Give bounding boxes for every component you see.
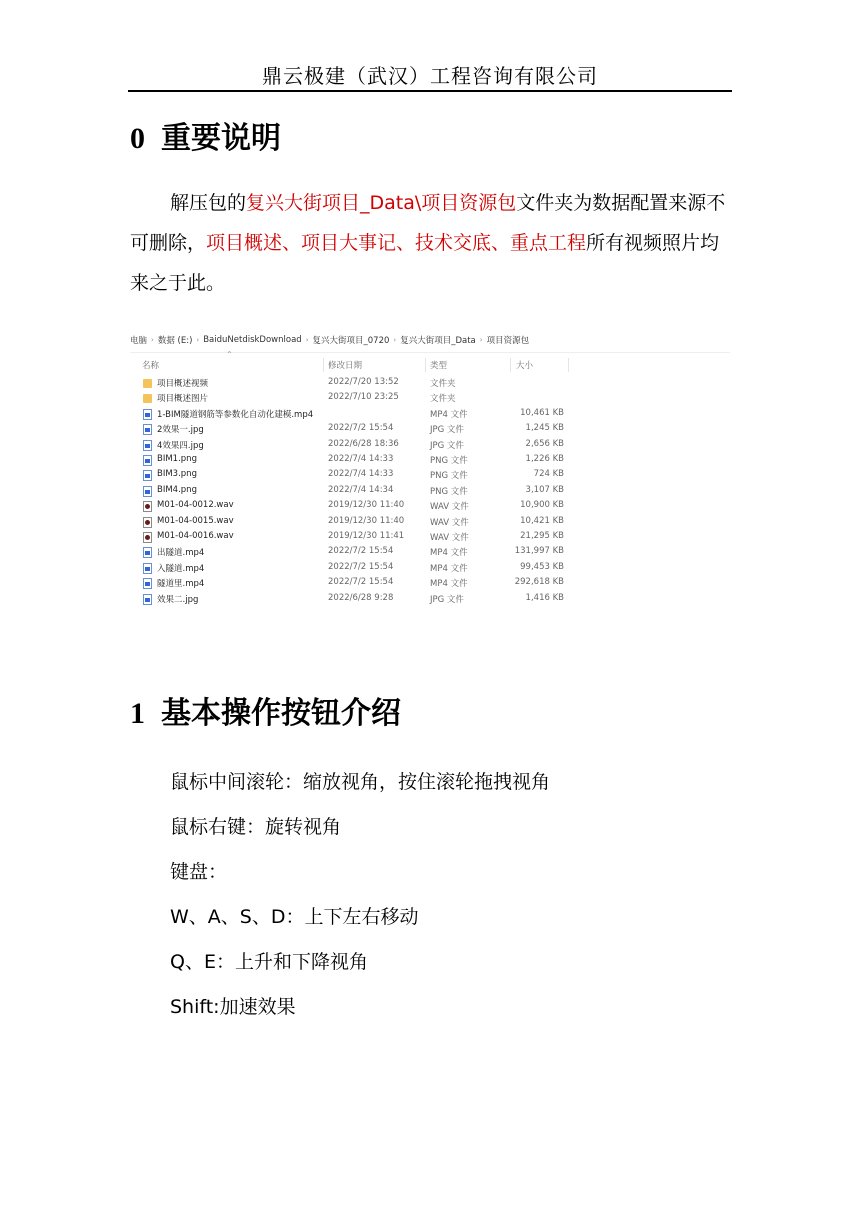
file-size: 131,997 KB	[514, 546, 564, 557]
file-explorer-screenshot	[130, 328, 730, 618]
section-1-lines	[170, 760, 774, 1030]
file-icon	[143, 440, 152, 451]
file-name: 项目概述图片	[157, 394, 209, 405]
file-row[interactable]	[130, 576, 730, 591]
file-row[interactable]	[130, 376, 730, 391]
file-icon	[143, 486, 152, 497]
file-date: 2022/6/28 18:36	[328, 438, 399, 449]
breadcrumb-item[interactable]: 电脑	[130, 336, 148, 346]
instruction-line: 键盘：	[170, 861, 228, 883]
file-icon	[143, 578, 152, 589]
instruction-line: Q、E：上升和下降视角	[170, 951, 368, 973]
file-size: 10,421 KB	[520, 515, 564, 526]
file-type: JPG 文件	[430, 425, 464, 436]
file-type: WAV 文件	[430, 517, 469, 528]
column-header	[130, 350, 570, 376]
file-size: 99,453 KB	[520, 561, 564, 572]
file-name: BIM1.png	[157, 454, 197, 464]
breadcrumb	[130, 328, 730, 353]
file-row[interactable]	[130, 561, 730, 576]
file-row[interactable]	[130, 515, 730, 530]
file-size: 724 KB	[533, 469, 564, 480]
file-name: M01-04-0012.wav	[157, 500, 234, 511]
file-name: 2效果一.jpg	[157, 425, 204, 436]
breadcrumb-item[interactable]: 复兴大街项目_Data	[400, 336, 476, 346]
instruction-line: 鼠标中间滚轮：缩放视角，按住滚轮拖拽视角	[170, 771, 551, 793]
instruction-line: W、A、S、D：上下左右移动	[170, 906, 419, 928]
file-row[interactable]	[130, 530, 730, 545]
breadcrumb-item[interactable]: BaiduNetdiskDownload	[203, 335, 302, 345]
file-icon	[143, 594, 152, 605]
file-date: 2022/7/2 15:54	[328, 423, 394, 434]
file-date: 2022/6/28 9:28	[328, 592, 394, 603]
file-type: WAV 文件	[430, 502, 469, 513]
file-icon	[143, 470, 152, 481]
file-date: 2022/7/20 13:52	[328, 377, 399, 387]
file-name: 入隧道.mp4	[157, 563, 205, 574]
file-icon	[143, 424, 152, 435]
audio-file-icon	[143, 532, 152, 543]
file-icon	[143, 547, 152, 558]
audio-file-icon	[143, 501, 152, 512]
folder-icon	[143, 379, 152, 388]
file-size: 292,618 KB	[514, 577, 564, 588]
file-icon	[143, 563, 152, 574]
breadcrumb-separator-icon: ›	[305, 336, 309, 344]
file-icon	[143, 409, 152, 420]
file-name: 4效果四.jpg	[157, 440, 204, 451]
breadcrumb-separator-icon: ›	[196, 336, 200, 344]
breadcrumb-separator-icon: ›	[393, 336, 397, 344]
file-type: MP4 文件	[430, 548, 468, 559]
para-red-2: 项目概述、项目大事记、技术交底、重点工程	[206, 232, 587, 254]
file-size: 1,245 KB	[525, 423, 564, 434]
para-text-1: 解压包的	[170, 192, 247, 214]
file-date: 2022/7/2 15:54	[328, 546, 394, 557]
file-date: 2022/7/10 23:25	[328, 392, 399, 403]
section-1-title: 基本操作按钮介绍	[161, 696, 401, 731]
breadcrumb-separator-icon: ›	[479, 336, 483, 344]
file-row[interactable]	[130, 499, 730, 514]
file-type: 文件夹	[430, 379, 456, 389]
file-icon	[143, 455, 152, 466]
file-size: 10,900 KB	[520, 500, 564, 511]
breadcrumb-item[interactable]: 项目资源包	[486, 336, 530, 346]
file-size: 3,107 KB	[525, 484, 564, 495]
file-type: MP4 文件	[430, 409, 468, 420]
page-header: 鼎云极建（武汉）工程咨询有限公司	[262, 64, 598, 88]
file-row[interactable]	[130, 484, 730, 499]
breadcrumb-separator-icon: ›	[151, 336, 154, 344]
file-row[interactable]	[130, 422, 730, 437]
file-name: 1-BIM隧道钢筋等参数化自动化建模.mp4	[157, 409, 314, 420]
file-row[interactable]	[130, 592, 730, 607]
file-date: 2022/7/4 14:33	[328, 454, 394, 464]
header-rule	[128, 90, 732, 92]
file-row[interactable]	[130, 438, 730, 453]
file-type: MP4 文件	[430, 579, 468, 590]
file-date: 2019/12/30 11:40	[328, 500, 405, 511]
instruction-line: 鼠标右键：旋转视角	[170, 816, 342, 838]
column-type[interactable]: 类型	[430, 361, 448, 371]
breadcrumb-item[interactable]: 数据 (E:)	[157, 336, 193, 346]
section-1-number: 1	[130, 697, 145, 730]
folder-icon	[143, 394, 152, 403]
file-size: 1,416 KB	[525, 592, 564, 603]
section-0-heading	[130, 113, 281, 157]
file-name: 项目概述视频	[157, 379, 209, 389]
column-date[interactable]: 修改日期	[328, 361, 363, 371]
file-row[interactable]	[130, 407, 730, 422]
file-name: 隧道里.mp4	[157, 579, 205, 590]
file-type: MP4 文件	[430, 563, 468, 574]
file-type: PNG 文件	[430, 456, 468, 466]
section-0-title: 重要说明	[161, 121, 281, 156]
file-name: BIM4.png	[157, 484, 197, 495]
audio-file-icon	[143, 517, 152, 528]
section-0-number: 0	[130, 122, 145, 155]
instruction-line: Shift:加速效果	[170, 996, 296, 1018]
file-size: 2,656 KB	[525, 438, 564, 449]
file-type: WAV 文件	[430, 533, 469, 543]
file-type: JPG 文件	[430, 440, 464, 451]
file-type: 文件夹	[430, 394, 456, 405]
file-name: M01-04-0016.wav	[157, 531, 234, 541]
file-type: JPG 文件	[430, 594, 464, 605]
column-name[interactable]: 名称	[142, 361, 160, 371]
file-row[interactable]	[130, 468, 730, 483]
file-date: 2022/7/2 15:54	[328, 577, 394, 588]
breadcrumb-item[interactable]: 复兴大街项目_0720	[312, 336, 390, 346]
section-0-paragraph	[130, 183, 734, 303]
file-date: 2019/12/30 11:40	[328, 515, 405, 526]
file-row[interactable]	[130, 453, 730, 468]
para-red-1: 复兴大街项目_Data\项目资源包	[246, 192, 517, 214]
para-text-3: 所有视频照片均来之于此。	[130, 232, 720, 294]
file-date: 2022/7/4 14:34	[328, 484, 394, 495]
section-1-heading	[130, 688, 401, 732]
file-date: 2022/7/2 15:54	[328, 561, 394, 572]
para-text-2: 文件夹为数据配置来源不可删除，	[130, 192, 726, 254]
file-name: BIM3.png	[157, 469, 197, 480]
file-row[interactable]	[130, 391, 730, 406]
file-name: 效果二.jpg	[157, 594, 199, 605]
file-type: PNG 文件	[430, 486, 468, 497]
file-size: 1,226 KB	[525, 454, 564, 464]
file-name: 出隧道.mp4	[157, 548, 205, 559]
file-date: 2022/7/4 14:33	[328, 469, 394, 480]
file-size: 21,295 KB	[520, 531, 564, 541]
file-row[interactable]	[130, 545, 730, 560]
file-name: M01-04-0015.wav	[157, 515, 234, 526]
file-type: PNG 文件	[430, 471, 468, 482]
file-date: 2019/12/30 11:41	[328, 531, 405, 541]
file-size: 10,461 KB	[520, 407, 564, 418]
sort-caret-icon: ⌃	[226, 350, 233, 359]
column-size[interactable]: 大小	[516, 361, 534, 371]
